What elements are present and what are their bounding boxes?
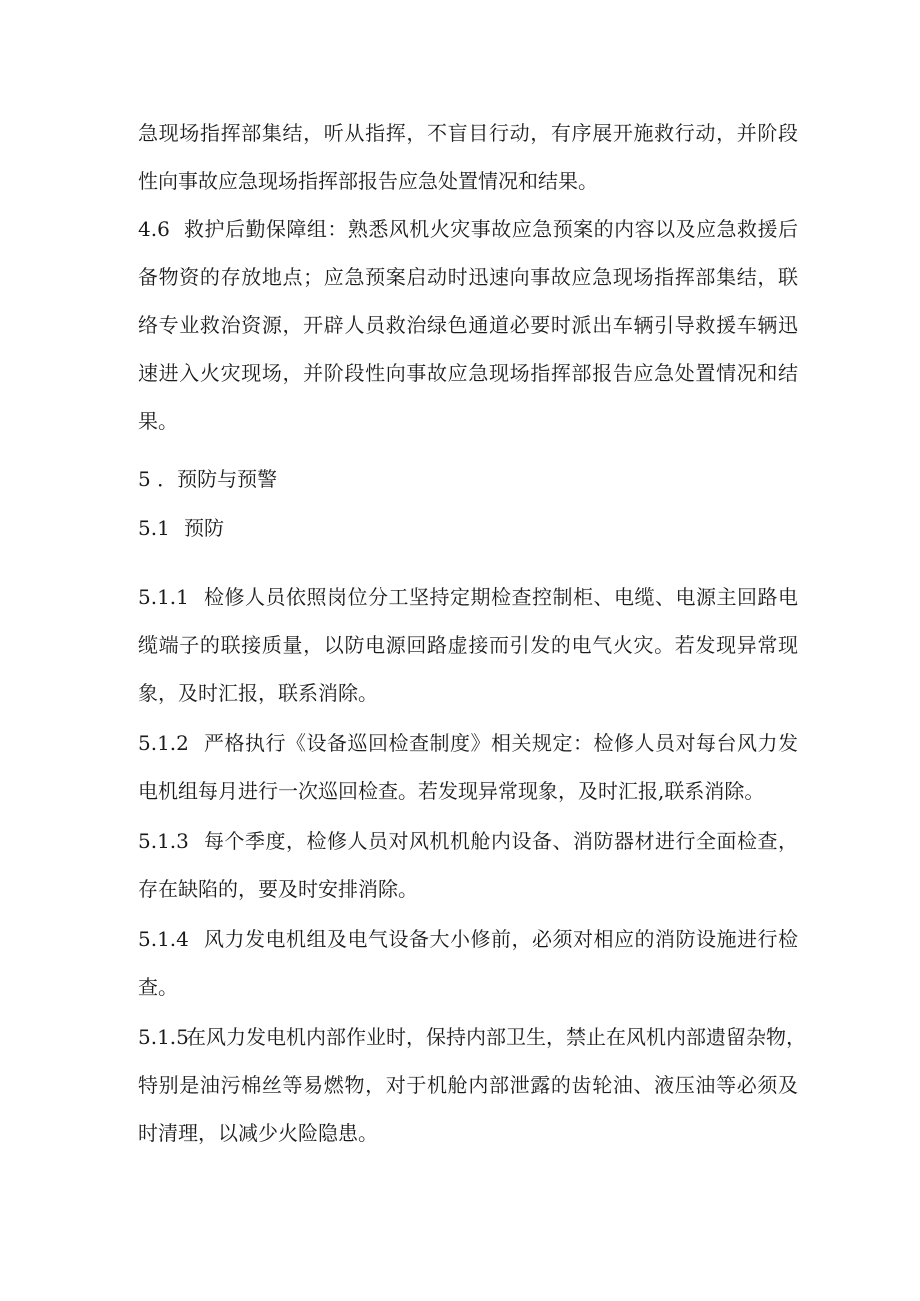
paragraph-line: 速进入火灾现场，并阶段性向事故应急现场指挥部报告应急处置情况和结 — [138, 361, 798, 385]
paragraph-line: 果。 — [138, 409, 178, 433]
paragraph-line: 备物资的存放地点；应急预案启动时迅速向事故应急现场指挥部集结，联 — [138, 265, 798, 289]
paragraph-line: 时清理，以减少火险隐患。 — [138, 1121, 378, 1145]
paragraph-line: 电机组每月进行一次巡回检查。若发现异常现象，及时汇报,联系消除。 — [138, 779, 765, 803]
subsection-heading — [138, 513, 798, 543]
paragraph-4-6-first-line — [138, 214, 798, 244]
subsection-title: 预防 — [184, 516, 224, 540]
paragraph-line: 性向事故应急现场指挥部报告应急处置情况和结果。 — [138, 169, 598, 193]
paragraph-line: 存在缺陷的，要及时安排消除。 — [138, 877, 418, 901]
paragraph-line: 查。 — [138, 975, 178, 999]
item-5-1-3-first-line — [138, 826, 798, 856]
paragraph-line: 急现场指挥部集结，听从指挥，不盲目行动，有序展开施救行动，并阶段 — [138, 121, 798, 145]
item-5-1-4-first-line — [138, 924, 798, 954]
item-number: 5.1.4 — [138, 927, 189, 951]
paragraph-line: 缆端子的联接质量，以防电源回路虚接而引发的电气火灾。若发现异常现 — [138, 633, 798, 657]
section-heading: 5 ．预防与预警 — [138, 467, 278, 491]
paragraph-line: 风力发电机组及电气设备大小修前，必须对相应的消防设施进行检 — [204, 927, 798, 951]
item-5-1-2-first-line — [138, 728, 798, 758]
section-number: 4.6 — [138, 217, 170, 241]
section-number: 5.1 — [138, 516, 170, 540]
item-5-1-1-first-line — [138, 582, 798, 612]
paragraph-line: 救护后勤保障组：熟悉风机火灾事故应急预案的内容以及应急救援后 — [184, 217, 798, 241]
paragraph-line: 特别是油污棉丝等易燃物，对于机舱内部泄露的齿轮油、液压油等必须及 — [138, 1073, 798, 1097]
paragraph-line: 络专业救治资源，开辟人员救治绿色通道必要时派出车辆引导救援车辆迅 — [138, 313, 798, 337]
item-number: 5.1.5 — [138, 1025, 189, 1049]
paragraph-line: 象，及时汇报，联系消除。 — [138, 681, 378, 705]
paragraph-line: 每个季度，检修人员对风机机舱内设备、消防器材进行全面检查， — [204, 829, 798, 853]
item-number: 5.1.3 — [138, 829, 189, 853]
item-5-1-5-first-line — [138, 1022, 806, 1052]
paragraph-line: 在风力发电机内部作业时，保持内部卫生，禁止在风机内部遗留杂物， — [186, 1025, 806, 1049]
item-number: 5.1.1 — [138, 585, 189, 609]
paragraph-line: 检修人员依照岗位分工坚持定期检查控制柜、电缆、电源主回路电 — [204, 585, 798, 609]
item-number: 5.1.2 — [138, 731, 189, 755]
paragraph-line: 严格执行《设备巡回检查制度》相关规定：检修人员对每台风力发 — [204, 731, 798, 755]
